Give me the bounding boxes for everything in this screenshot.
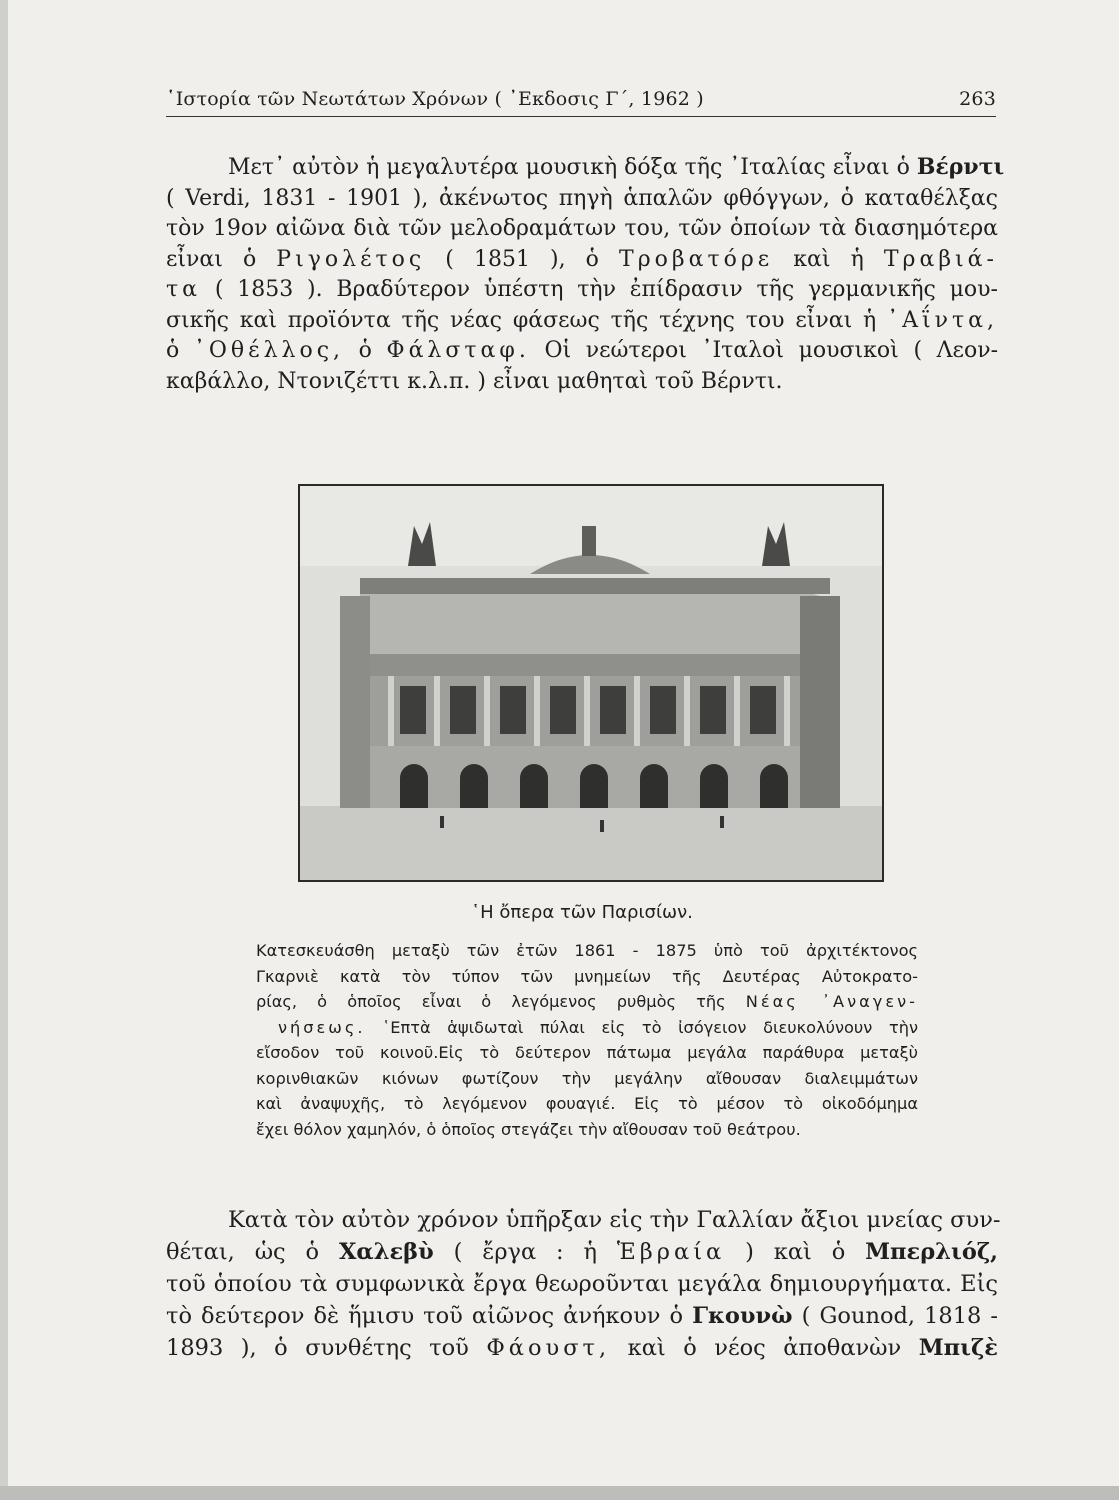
paragraph-verdi	[166, 152, 1005, 397]
text-line: τα ( 1853 ). Βραδύτερον ὑπέστη τὴν ἐπίδρασιν τῆς γερμανικῆς μου-	[166, 277, 998, 302]
name-berlioz: Μπερλιόζ,	[865, 1239, 999, 1265]
page-edge	[0, 0, 8, 1500]
text-line: θέται, ὡς ὁ Χαλεβὺ ( ἔργα : ἡ Ἑβραία ) καὶ ὁ Μπερλιόζ,	[166, 1239, 999, 1265]
caption-line: Κατεσκευάσθη μεταξὺ τῶν ἐτῶν 1861 - 1875 ὑπὸ τοῦ ἀρχιτέκτονος	[256, 941, 918, 960]
text-line: Κατὰ τὸν αὐτὸν χρόνον ὑπῆρξαν εἰς τὴν Γαλλίαν ἄξιοι μνείας συν-	[228, 1207, 1001, 1233]
text-line: τὸ δεύτερον δὲ ἥμισυ τοῦ αἰῶνος ἀνήκουν ὁ Γκουνὼ ( Gounod, 1818 -	[166, 1303, 998, 1329]
page-bottom-edge	[0, 1486, 1119, 1500]
text-line: Μετ᾿ αὐτὸν ἡ μεγαλυτέρα μουσικὴ δόξα τῆς ᾿Ιταλίας εἶναι ὁ Βέρντι	[228, 154, 1005, 180]
caption-line: ἔχει θόλον χαμηλόν, ὁ ὁποῖος στεγάζει τὴν αἴθουσαν τοῦ θεάτρου.	[256, 1119, 801, 1139]
text-line: 1893 ), ὁ συνθέτης τοῦ Φάουστ, καὶ ὁ νέος ἀποθανὼν Μπιζὲ	[166, 1335, 998, 1361]
name-bizet: Μπιζὲ	[918, 1335, 998, 1361]
text-line: καβάλλο, Ντονιζέττι κ.λ.π. ) εἶναι μαθηταὶ τοῦ Βέρντι.	[166, 368, 783, 394]
caption-line: νήσεως. ῾Επτὰ ἁψιδωταὶ πύλαι εἰς τὸ ἰσόγειον διευκολύνουν τὴν	[278, 1017, 918, 1037]
text-line: ὁ ᾿Οθέλλος, ὁ Φάλσταφ. Οἱ νεώτεροι ᾿Ιταλοὶ μουσικοὶ ( Λεον-	[166, 338, 998, 363]
paragraph-french-composers	[166, 1204, 1001, 1364]
name-verdi: Βέρντι	[916, 154, 1005, 180]
text-line: ( Verdi, 1831 - 1901 ), ἀκένωτος πηγὴ ἁπαλῶν φθόγγων, ὁ καταθέλξας	[166, 185, 998, 211]
running-title: ῾Ιστορία τῶν Νεωτάτων Χρόνων ( ᾿Εκδοσις Γ΄, 1962 )	[166, 88, 704, 110]
caption-line: κορινθιακῶν κιόνων φωτίζουν τὴν μεγάλην αἴθουσαν διαλειμμάτων	[256, 1068, 918, 1088]
page-number: 263	[959, 88, 996, 110]
running-header	[166, 88, 996, 117]
caption-line: εἴσοδον τοῦ κοινοῦ.Εἰς τὸ δεύτερον πάτωμα μεγάλα παράθυρα μεταξὺ	[256, 1043, 918, 1062]
text-line: σικῆς καὶ προϊόντα τῆς νέας φάσεως τῆς τέχνης του εἶναι ἡ ᾿Αΐντα,	[166, 307, 998, 333]
name-halevy: Χαλεβὺ	[338, 1239, 434, 1265]
caption-line: Γκαρνιὲ κατὰ τὸν τύπον τῶν μνημείων τῆς Δευτέρας Αὐτοκρατο-	[256, 966, 918, 986]
text-line: τὸν 19ον αἰῶνα διὰ τῶν μελοδραμάτων του, τῶν ὁποίων τὰ διασημότερα	[166, 216, 998, 241]
caption-line: ρίας, ὁ ὁποῖος εἶναι ὁ λεγόμενος ρυθμὸς τῆς Νέας ᾿Αναγεν-	[256, 992, 918, 1011]
text-line: εἶναι ὁ Ριγολέτος ( 1851 ), ὁ Τροβατόρε καὶ ἡ Τραβιά-	[166, 246, 998, 272]
figure-title: ῾Η ὄπερα τῶν Παρισίων.	[471, 902, 693, 923]
caption-line: καὶ ἀναψυχῆς, τὸ λεγόμενον φουαγιέ. Εἰς τὸ μέσον τὸ οἰκοδόμημα	[256, 1094, 918, 1113]
text-line: τοῦ ὁποίου τὰ συμφωνικὰ ἔργα θεωροῦνται μεγάλα δημιουργήματα. Εἰς	[166, 1271, 998, 1297]
figure-caption	[256, 938, 918, 1142]
name-gounod: Γκουνὼ	[692, 1303, 793, 1329]
paris-opera-photo	[298, 484, 884, 882]
